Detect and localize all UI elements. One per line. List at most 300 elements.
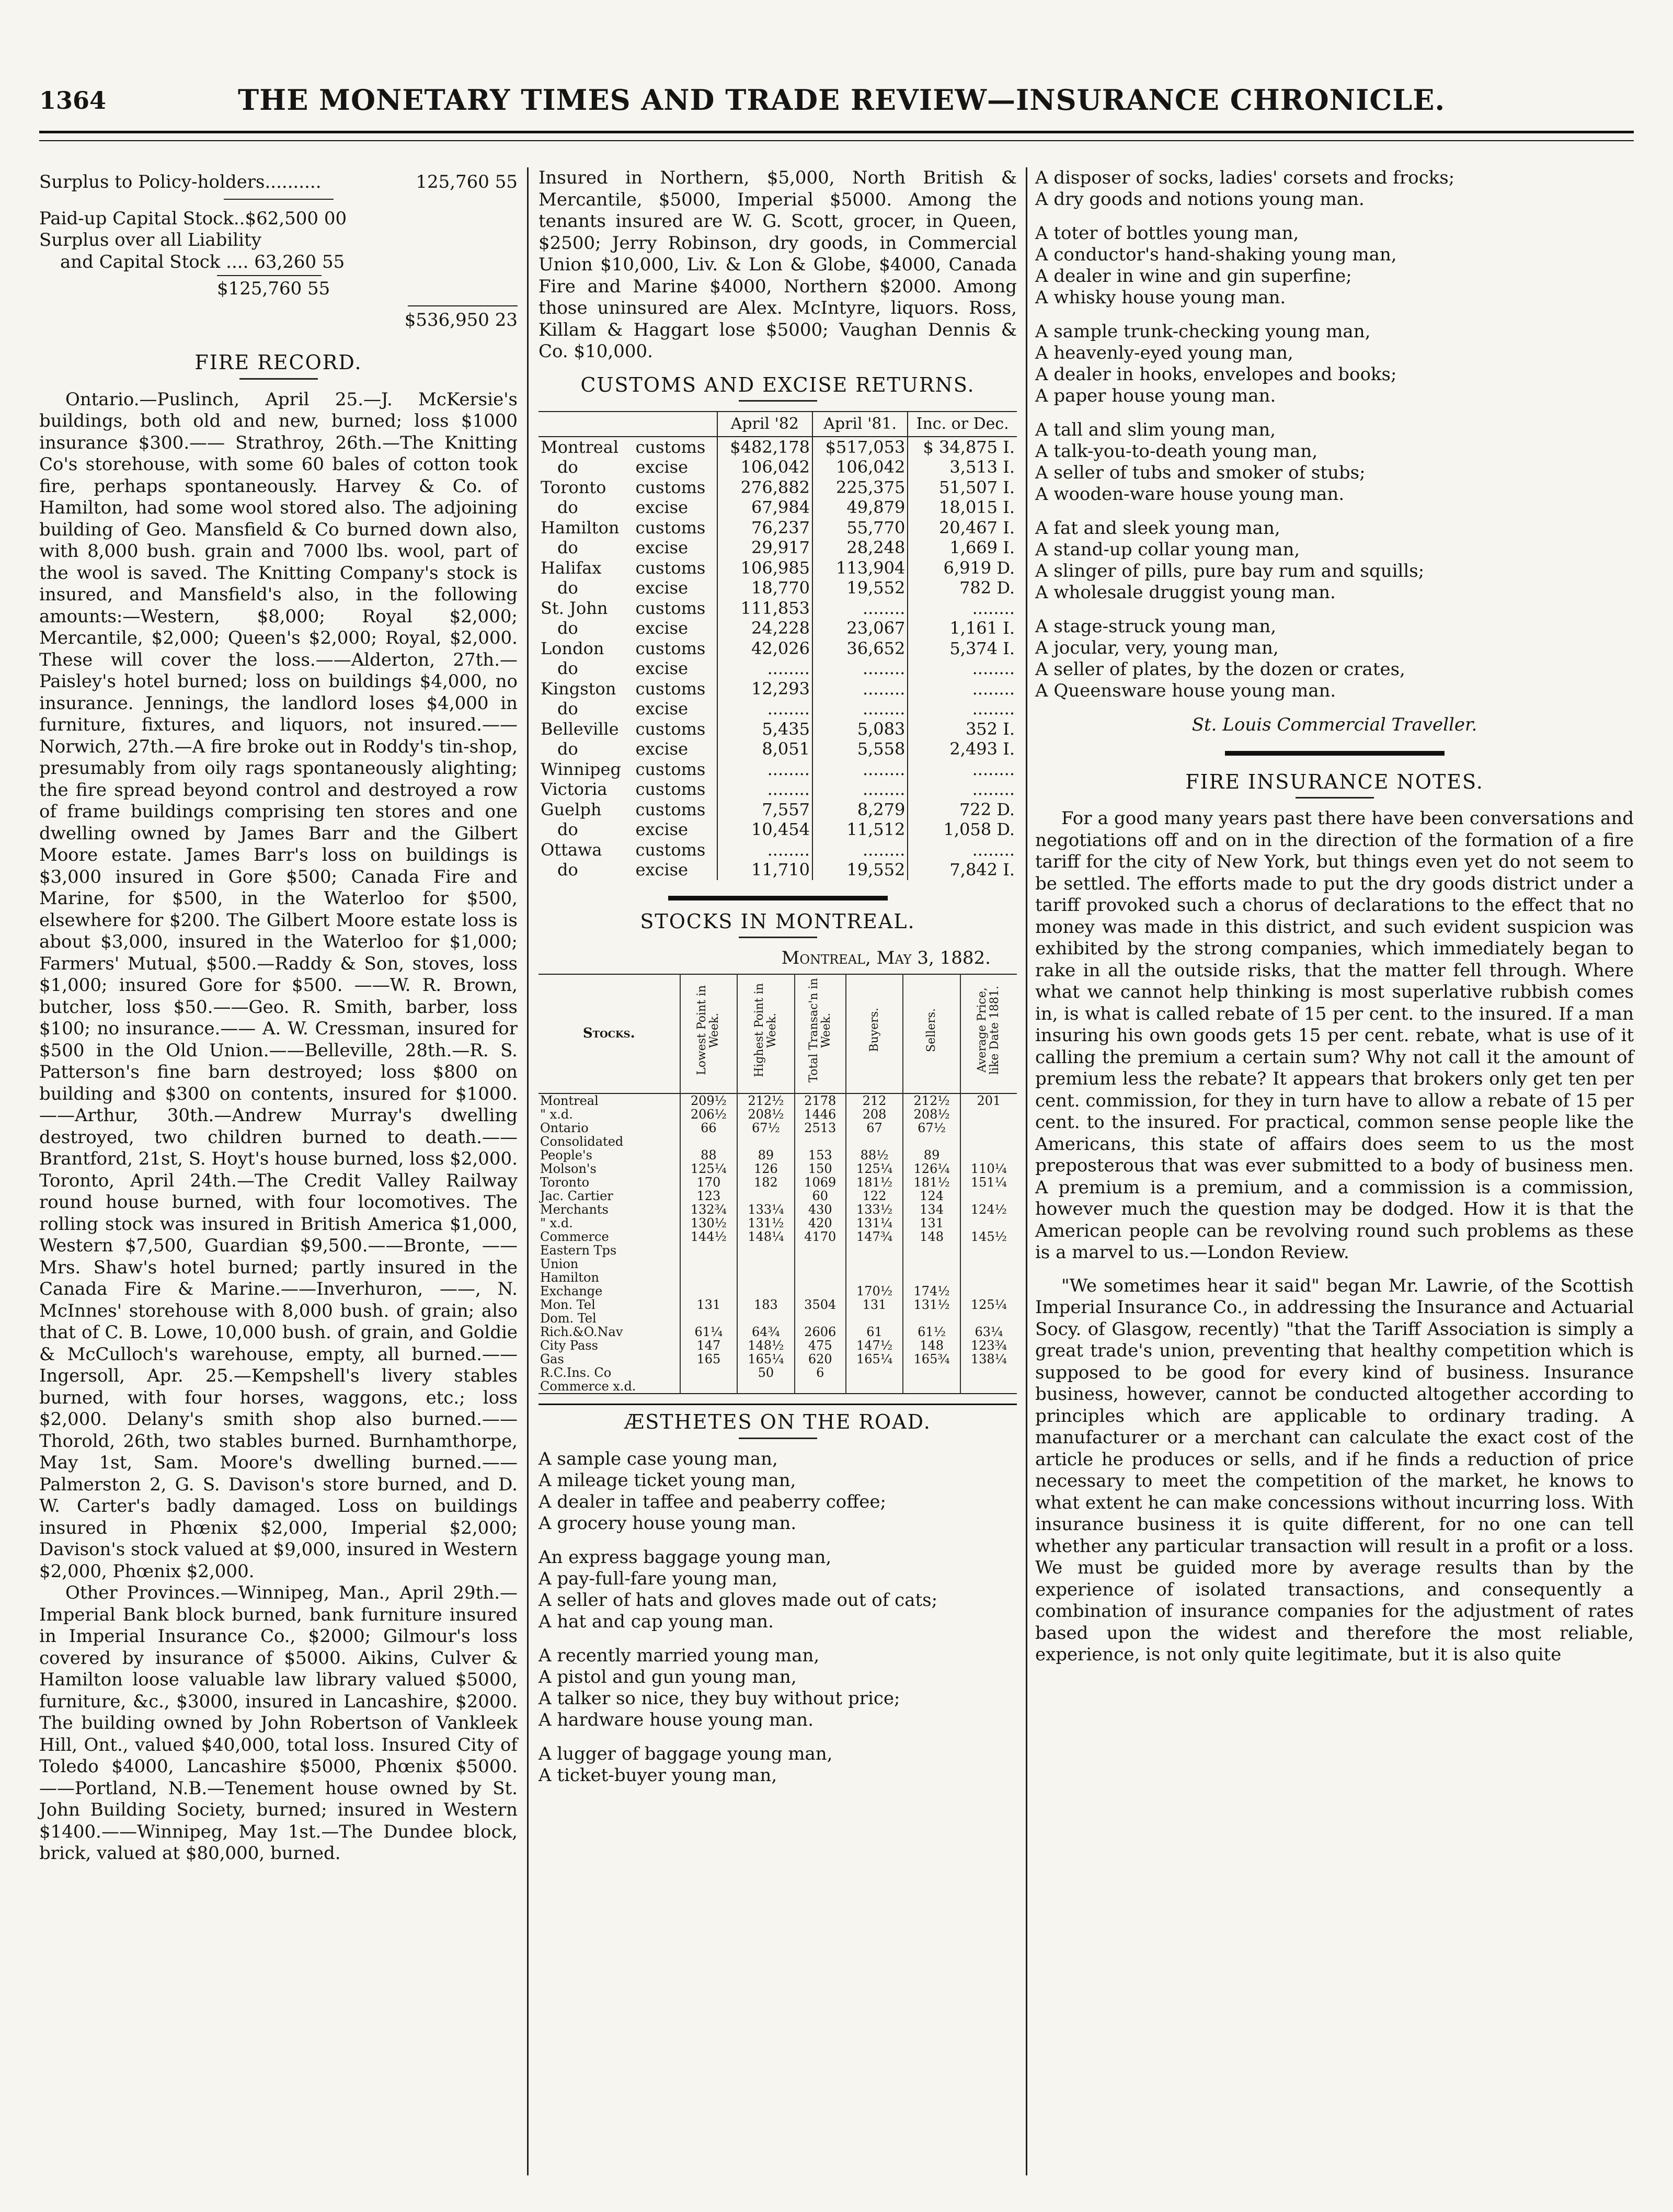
customs-cell: 111,853 bbox=[717, 598, 812, 619]
stocks-cell: 181½ bbox=[903, 1176, 960, 1189]
stocks-cell: 133¼ bbox=[737, 1203, 795, 1216]
customs-cell: customs bbox=[635, 517, 706, 538]
stocks-cell: 212 bbox=[846, 1093, 903, 1108]
stocks-cell: 206½ bbox=[680, 1108, 738, 1121]
stocks-cell: 88½ bbox=[846, 1148, 903, 1162]
poem-line: A conductor's hand-shaking young man, bbox=[1035, 244, 1397, 265]
customs-cell: 6,919 D. bbox=[908, 558, 1017, 578]
stocks-cell: Jac. Cartier bbox=[540, 1189, 613, 1203]
stocks-cell bbox=[960, 1244, 1017, 1257]
customs-cell: do bbox=[557, 860, 578, 880]
customs-cell: customs bbox=[635, 779, 706, 799]
column-3 bbox=[1035, 167, 1634, 1666]
stocks-cell bbox=[737, 1379, 795, 1394]
stocks-row bbox=[538, 1352, 1017, 1366]
customs-cell: 8,279 bbox=[812, 800, 908, 820]
customs-cell: ........ bbox=[908, 598, 1017, 619]
poem-stanza bbox=[538, 1645, 1017, 1731]
stocks-cell: 4170 bbox=[795, 1230, 846, 1244]
customs-row bbox=[538, 618, 1017, 638]
stocks-cell: 182 bbox=[737, 1176, 795, 1189]
stocks-row bbox=[538, 1257, 1017, 1271]
stocks-cell: 148 bbox=[903, 1230, 960, 1244]
customs-cell: 106,042 bbox=[812, 457, 908, 477]
stocks-row bbox=[538, 1298, 1017, 1312]
customs-cell: ........ bbox=[908, 840, 1017, 860]
stocks-cell bbox=[960, 1257, 1017, 1271]
customs-cell: excise bbox=[635, 860, 688, 880]
stocks-cell: 131 bbox=[846, 1298, 903, 1312]
poem-line: A Queensware house young man. bbox=[1035, 680, 1336, 701]
stocks-cell bbox=[680, 1135, 738, 1148]
stocks-cell bbox=[846, 1379, 903, 1394]
customs-cell: do bbox=[557, 819, 578, 839]
stocks-cell bbox=[680, 1257, 738, 1271]
stocks-cell: 88 bbox=[680, 1148, 738, 1162]
poem-line: A dry goods and notions young man. bbox=[1035, 189, 1365, 210]
poem-line: A pistol and gun young man, bbox=[538, 1666, 797, 1687]
stocks-cell: " x.d. bbox=[540, 1107, 573, 1122]
poem-line: A grocery house young man. bbox=[538, 1512, 797, 1534]
stocks-cell: Eastern Tps bbox=[540, 1243, 617, 1258]
poem-stanza bbox=[1035, 419, 1634, 505]
customs-cell: excise bbox=[635, 618, 688, 638]
stocks-cell bbox=[846, 1244, 903, 1257]
poem-line: A seller of tubs and smoker of stubs; bbox=[1035, 462, 1366, 483]
fire-record-other-provinces: Other Provinces.—Winnipeg, Man., April 29th.—Imperial Bank block burned, bank furniture insured in Imperial Insurance Co., $2000; Gilmour's loss covered by insurance of $5000. Aikins, Culver & Hamilton loose valuable law library valued $5000, furniture, &c., $3000, insured in Lancashire, $2000. The building owned by John Robertson of Vankleek Hill, Ont., valued $40,000, total loss. Insured City of Toledo $4000, Lancashire $5000, Phœnix $5000. ——Portland, N.B.—Tenement house owned by St. John Building Society, burned; insured in Western $1400.——Winnipeg, May 1st.—The Dundee block, brick, valued at $80,000, burned. bbox=[39, 1582, 518, 1864]
customs-row bbox=[538, 860, 1017, 880]
stocks-cell: Exchange bbox=[540, 1284, 603, 1298]
title-rule bbox=[739, 1438, 817, 1439]
stocks-row bbox=[538, 1366, 1017, 1379]
poem-line: A hardware house young man. bbox=[538, 1709, 814, 1730]
stocks-cell: Toronto bbox=[540, 1175, 590, 1190]
customs-cell: $482,178 bbox=[717, 437, 812, 458]
customs-cell: ........ bbox=[908, 759, 1017, 780]
customs-cell: London bbox=[541, 638, 604, 658]
column-2 bbox=[538, 167, 1017, 1799]
customs-cell: ........ bbox=[908, 679, 1017, 699]
customs-header bbox=[538, 412, 634, 437]
customs-cell: Kingston bbox=[541, 678, 616, 699]
stocks-cell bbox=[795, 1135, 846, 1148]
stocks-cell bbox=[960, 1108, 1017, 1121]
customs-cell: 1,058 D. bbox=[908, 819, 1017, 840]
title-rule bbox=[239, 378, 318, 380]
stocks-cell: 67½ bbox=[737, 1121, 795, 1135]
stocks-cell: Ontario bbox=[540, 1121, 589, 1135]
customs-cell: excise bbox=[635, 497, 688, 517]
stocks-cell: 67 bbox=[846, 1121, 903, 1135]
notes-paragraph: For a good many years past there have been conversations and negotiations off and on in the direction of the formation of a fire tariff for the city of New York, but things even yet do not seem to be settled. The efforts made to put the dry goods district under a tariff provoked such a chorus of declarations to the effect that no money was made in this district, and such evident suspicion was exhibited by the strong companies, which immediately began to rake in all the outside risks, that the matter fell through. Where what we cannot help thinking is most superlative rubbish comes in, is what is called rebate of 15 per cent. to the insured. If a man insuring his own goods gets 15 per cent. rebate, what is use of it calling the premium a certain sum? Why not call it the amount of premium less the rebate? It appears that brokers only get ten per cent. commission, for they in turn have to allow a rebate of 15 per cent. to the insured. For practical, common sense people like the Americans, this state of affairs does seem to us the most preposterous that was ever submitted to a body of business men. A premium is a premium, and a commission is a commission, however much the question may be dodged. How it is that the American people can be revolving round such problems as these is a marvel to us.—London Review. bbox=[1035, 808, 1634, 1263]
stocks-cell: 125¼ bbox=[960, 1298, 1017, 1312]
customs-row bbox=[538, 658, 1017, 679]
stocks-cell: R.C.Ins. Co bbox=[540, 1365, 612, 1380]
customs-cell: ........ bbox=[908, 699, 1017, 719]
customs-header: April '82 bbox=[717, 412, 812, 437]
stocks-cell: 212½ bbox=[737, 1093, 795, 1108]
customs-cell: 7,842 I. bbox=[908, 860, 1017, 880]
customs-row bbox=[538, 719, 1017, 739]
stocks-cell bbox=[795, 1284, 846, 1298]
stocks-header bbox=[903, 974, 960, 1094]
stocks-row bbox=[538, 1093, 1017, 1108]
stocks-cell: 64¾ bbox=[737, 1325, 795, 1339]
customs-cell: 722 D. bbox=[908, 800, 1017, 820]
stocks-cell: 66 bbox=[680, 1121, 738, 1135]
sum-rule bbox=[217, 275, 322, 276]
stocks-cell: " x.d. bbox=[540, 1216, 573, 1230]
customs-cell: customs bbox=[635, 759, 706, 779]
customs-table bbox=[538, 411, 1017, 880]
stocks-header bbox=[680, 974, 738, 1094]
stocks-cell bbox=[680, 1284, 738, 1298]
stocks-cell: 212½ bbox=[903, 1093, 960, 1108]
stocks-cell: 110¼ bbox=[960, 1162, 1017, 1176]
short-rule bbox=[224, 199, 334, 200]
stocks-cell bbox=[960, 1216, 1017, 1230]
stocks-header: Stocks. bbox=[582, 1025, 635, 1041]
stocks-cell: 63¼ bbox=[960, 1325, 1017, 1339]
stocks-cell: 131 bbox=[680, 1298, 738, 1312]
customs-cell: 113,904 bbox=[812, 558, 908, 578]
stocks-cell bbox=[960, 1271, 1017, 1284]
poem-line: An express baggage young man, bbox=[538, 1546, 832, 1568]
customs-header: April '81. bbox=[812, 412, 908, 437]
customs-cell: Montreal bbox=[541, 437, 619, 457]
stocks-cell: Commerce bbox=[540, 1229, 609, 1244]
stocks-cell: 131½ bbox=[737, 1216, 795, 1230]
customs-cell: 12,293 bbox=[717, 679, 812, 699]
poem-line: A sample trunk-checking young man, bbox=[1035, 321, 1371, 342]
customs-cell: 11,512 bbox=[812, 819, 908, 840]
stocks-row bbox=[538, 1284, 1017, 1298]
stocks-cell: 126 bbox=[737, 1162, 795, 1176]
stocks-cell bbox=[737, 1189, 795, 1203]
stocks-header-text: Sellers. bbox=[925, 1008, 938, 1052]
stocks-row bbox=[538, 1271, 1017, 1284]
stocks-cell: 144½ bbox=[680, 1230, 738, 1244]
stocks-cell: 165¼ bbox=[737, 1352, 795, 1366]
stocks-cell bbox=[680, 1244, 738, 1257]
stocks-cell bbox=[737, 1135, 795, 1148]
stocks-cell bbox=[846, 1257, 903, 1271]
stocks-cell: Montreal bbox=[540, 1093, 599, 1108]
poem-line: A disposer of socks, ladies' corsets and frocks; bbox=[1035, 167, 1455, 188]
stocks-cell: Union bbox=[540, 1257, 579, 1271]
customs-cell: 352 I. bbox=[908, 719, 1017, 739]
stocks-table bbox=[538, 974, 1017, 1395]
financial-line: Surplus over all Liability bbox=[39, 230, 261, 250]
stocks-cell: 147½ bbox=[846, 1339, 903, 1352]
customs-cell: 5,374 I. bbox=[908, 638, 1017, 659]
customs-cell: 42,026 bbox=[717, 638, 812, 659]
stocks-cell: Molson's bbox=[540, 1161, 597, 1176]
customs-cell: ........ bbox=[812, 840, 908, 860]
stocks-date: Montreal, May 3, 1882. bbox=[781, 948, 991, 968]
customs-cell: ........ bbox=[812, 759, 908, 780]
poem-stanza bbox=[538, 1743, 1017, 1786]
stocks-cell: 122 bbox=[846, 1189, 903, 1203]
stocks-cell: Dom. Tel bbox=[540, 1311, 597, 1326]
customs-cell: ........ bbox=[717, 779, 812, 800]
stocks-header-text: Total Transac'n in Week. bbox=[807, 977, 833, 1082]
stocks-cell: 1069 bbox=[795, 1176, 846, 1189]
customs-cell: 7,557 bbox=[717, 800, 812, 820]
stocks-cell: 208½ bbox=[903, 1108, 960, 1121]
stocks-header-text: Buyers. bbox=[867, 1008, 881, 1052]
stocks-cell bbox=[960, 1148, 1017, 1162]
stocks-cell: 61½ bbox=[903, 1325, 960, 1339]
poem-line: A sample case young man, bbox=[538, 1448, 778, 1469]
customs-row bbox=[538, 497, 1017, 518]
stocks-header-row bbox=[538, 974, 1017, 1094]
customs-cell: ........ bbox=[717, 658, 812, 679]
poem-stanza bbox=[1035, 616, 1634, 702]
fire-record-continued: Insured in Northern, $5,000, North British & Mercantile, $5000, Imperial $5000. Among the tenants insured are W. G. Scott, grocer, in Queen, $2500; Jerry Robinson, dry goods, in Commercial Union $10,000, Liv. & Lon & Globe, $4000, Canada Fire and Marine $4000, Northern $2000. Among those uninsured are Alex. McIntyre, liquors. Ross, Killam & Haggart lose $5000; Vaughan Dennis & Co. $10,000. bbox=[538, 167, 1017, 362]
customs-cell: Halifax bbox=[541, 557, 602, 578]
customs-cell: ........ bbox=[812, 598, 908, 619]
financial-line: Paid-up Capital Stock..$62,500 00 bbox=[39, 208, 347, 229]
customs-row bbox=[538, 578, 1017, 598]
stocks-cell: 131¼ bbox=[846, 1216, 903, 1230]
customs-cell: Guelph bbox=[541, 799, 602, 819]
sum-rule bbox=[408, 305, 518, 306]
stocks-cell bbox=[680, 1271, 738, 1284]
stocks-cell: 150 bbox=[795, 1162, 846, 1176]
section-title-stocks: STOCKS IN MONTREAL. bbox=[640, 909, 915, 933]
financial-line: and Capital Stock .... 63,260 55 bbox=[60, 251, 345, 272]
poem-line: A stand-up collar young man, bbox=[1035, 539, 1300, 560]
customs-header: Inc. or Dec. bbox=[908, 412, 1017, 437]
stocks-cell: 151¼ bbox=[960, 1176, 1017, 1189]
customs-cell: 5,083 bbox=[812, 719, 908, 739]
stocks-cell: 147 bbox=[680, 1339, 738, 1352]
customs-cell: Belleville bbox=[541, 719, 619, 739]
poem-stanza bbox=[1035, 518, 1634, 603]
stocks-cell bbox=[795, 1244, 846, 1257]
customs-cell: excise bbox=[635, 457, 688, 477]
stocks-cell: 183 bbox=[737, 1298, 795, 1312]
customs-cell: excise bbox=[635, 739, 688, 759]
stocks-header bbox=[795, 974, 846, 1094]
customs-cell: 67,984 bbox=[717, 497, 812, 518]
customs-cell: 2,493 I. bbox=[908, 739, 1017, 759]
stocks-cell: Mon. Tel bbox=[540, 1297, 595, 1312]
stocks-cell bbox=[680, 1312, 738, 1325]
customs-cell: 19,552 bbox=[812, 860, 908, 880]
customs-cell: 276,882 bbox=[717, 477, 812, 498]
stocks-row bbox=[538, 1312, 1017, 1325]
stocks-cell: 2606 bbox=[795, 1325, 846, 1339]
customs-cell: 106,042 bbox=[717, 457, 812, 477]
stocks-cell: 165¼ bbox=[846, 1352, 903, 1366]
customs-row bbox=[538, 638, 1017, 659]
customs-cell: ........ bbox=[812, 699, 908, 719]
stocks-cell: 1446 bbox=[795, 1108, 846, 1121]
stocks-cell: Hamilton bbox=[540, 1270, 599, 1285]
stocks-row bbox=[538, 1203, 1017, 1216]
poem-line: A ticket-buyer young man, bbox=[538, 1764, 777, 1786]
stocks-cell: 148½ bbox=[737, 1339, 795, 1352]
customs-cell: do bbox=[557, 699, 578, 719]
stocks-cell: 131 bbox=[903, 1216, 960, 1230]
stocks-cell bbox=[846, 1366, 903, 1379]
customs-cell: do bbox=[557, 538, 578, 557]
stocks-cell bbox=[903, 1135, 960, 1148]
stocks-cell: 134 bbox=[903, 1203, 960, 1216]
stocks-row bbox=[538, 1176, 1017, 1189]
customs-cell: 782 D. bbox=[908, 578, 1017, 598]
customs-cell: do bbox=[557, 497, 578, 517]
poem-line: A seller of plates, by the dozen or crates, bbox=[1035, 659, 1405, 680]
stocks-cell: 123 bbox=[680, 1189, 738, 1203]
customs-row bbox=[538, 759, 1017, 780]
stocks-cell: 50 bbox=[737, 1366, 795, 1379]
column-divider-1 bbox=[527, 167, 529, 2175]
poem-line: A mileage ticket young man, bbox=[538, 1469, 796, 1491]
customs-cell: 18,015 I. bbox=[908, 497, 1017, 518]
stocks-cell bbox=[903, 1312, 960, 1325]
stocks-cell: 148 bbox=[903, 1339, 960, 1352]
page-number: 1364 bbox=[39, 86, 107, 115]
customs-cell: excise bbox=[635, 819, 688, 839]
stocks-cell: 138¼ bbox=[960, 1352, 1017, 1366]
stocks-cell: 3504 bbox=[795, 1298, 846, 1312]
stocks-header-text: Highest Point in Week. bbox=[752, 983, 778, 1077]
stocks-row bbox=[538, 1244, 1017, 1257]
customs-cell: customs bbox=[635, 799, 706, 819]
financial-line: Surplus to Policy-holders.......... 125,760 55 bbox=[39, 172, 518, 192]
stocks-cell bbox=[737, 1244, 795, 1257]
stocks-cell bbox=[960, 1135, 1017, 1148]
stocks-cell: 125¼ bbox=[680, 1162, 738, 1176]
financial-summary bbox=[39, 172, 518, 331]
poem-line: A dealer in wine and gin superfine; bbox=[1035, 266, 1352, 287]
stocks-cell: 148¼ bbox=[737, 1230, 795, 1244]
customs-cell: 20,467 I. bbox=[908, 518, 1017, 538]
stocks-header bbox=[737, 974, 795, 1094]
stocks-cell bbox=[795, 1257, 846, 1271]
customs-cell: 106,985 bbox=[717, 558, 812, 578]
customs-row bbox=[538, 699, 1017, 719]
customs-cell: customs bbox=[635, 678, 706, 699]
stocks-cell bbox=[737, 1312, 795, 1325]
customs-cell: customs bbox=[635, 598, 706, 618]
poem-line: A tall and slim young man, bbox=[1035, 419, 1276, 440]
customs-cell: excise bbox=[635, 578, 688, 598]
stocks-header bbox=[846, 974, 903, 1094]
notes-paragraph: "We sometimes hear it said" began Mr. Lawrie, of the Scottish Imperial Insurance Co., in addressing the Insurance and Actuarial Socy. of Glasgow, recently) "that the Tariff Association is simply a great trade's union, preventing that healthy competition which is supposed to be good for every kind of business. Insurance business, however, cannot be conducted altogether according to principles which are applicable to ordinary trading. A manufacturer or a merchant can calculate the exact cost of the article he produces or sells, and if he finds a reduction of price necessary to meet the competition of the market, he knows to what extent he can make concessions without incurring loss. With insurance business it is quite different, for no one can tell whether any particular transaction will result in a profit or a loss. We must be guided more by average results than by the experience of isolated transactions, and consequently a combination of insurance companies for the adjustment of rates based upon the widest and therefore the most reliable, experience, is not only quite legitimate, but it is also quite bbox=[1035, 1275, 1634, 1665]
stocks-cell: Consolidated bbox=[540, 1134, 624, 1149]
stocks-cell bbox=[903, 1257, 960, 1271]
poem-line: A recently married young man, bbox=[538, 1645, 820, 1666]
poem-line: A dealer in hooks, envelopes and books; bbox=[1035, 364, 1397, 385]
stocks-cell: 430 bbox=[795, 1203, 846, 1216]
customs-row bbox=[538, 679, 1017, 699]
poem-line: A talk-you-to-death young man, bbox=[1035, 441, 1318, 462]
stocks-cell bbox=[960, 1121, 1017, 1135]
stocks-cell bbox=[960, 1379, 1017, 1394]
poem-aesthetes-part-2 bbox=[1035, 167, 1634, 702]
stocks-cell: 60 bbox=[795, 1189, 846, 1203]
stocks-row bbox=[538, 1230, 1017, 1244]
customs-cell: excise bbox=[635, 699, 688, 719]
stocks-cell: 165 bbox=[680, 1352, 738, 1366]
customs-row bbox=[538, 598, 1017, 619]
customs-cell: 1,669 I. bbox=[908, 538, 1017, 558]
customs-cell: 76,237 bbox=[717, 518, 812, 538]
stocks-cell: 61 bbox=[846, 1325, 903, 1339]
stocks-cell bbox=[737, 1284, 795, 1298]
poem-line: A heavenly-eyed young man, bbox=[1035, 343, 1293, 363]
customs-cell: ........ bbox=[812, 658, 908, 679]
poem-line: A lugger of baggage young man, bbox=[538, 1743, 833, 1764]
customs-row bbox=[538, 800, 1017, 820]
customs-cell: customs bbox=[635, 477, 706, 497]
stocks-row bbox=[538, 1135, 1017, 1148]
customs-cell: 24,228 bbox=[717, 618, 812, 638]
stocks-row bbox=[538, 1379, 1017, 1394]
poem-aesthetes-part-1 bbox=[538, 1449, 1017, 1786]
poem-line: A seller of hats and gloves made out of cats; bbox=[538, 1589, 938, 1611]
stocks-cell: Merchants bbox=[540, 1202, 609, 1217]
stocks-cell bbox=[846, 1271, 903, 1284]
customs-cell: ........ bbox=[908, 779, 1017, 800]
stocks-cell: 170 bbox=[680, 1176, 738, 1189]
stocks-header bbox=[960, 974, 1017, 1094]
stocks-cell bbox=[903, 1244, 960, 1257]
customs-row bbox=[538, 518, 1017, 538]
poem-stanza bbox=[1035, 223, 1634, 309]
customs-cell: 55,770 bbox=[812, 518, 908, 538]
stocks-cell bbox=[903, 1366, 960, 1379]
stocks-cell: 124½ bbox=[960, 1203, 1017, 1216]
stocks-cell: 130½ bbox=[680, 1216, 738, 1230]
header-rule-top bbox=[39, 131, 1634, 133]
customs-cell: do bbox=[557, 457, 578, 477]
stocks-cell bbox=[960, 1189, 1017, 1203]
customs-cell: ........ bbox=[717, 759, 812, 780]
customs-cell: ........ bbox=[717, 699, 812, 719]
section-title-fire-record: FIRE RECORD. bbox=[194, 351, 362, 374]
customs-row bbox=[538, 538, 1017, 558]
poem-line: A talker so nice, they buy without price; bbox=[538, 1687, 900, 1709]
customs-cell: 23,067 bbox=[812, 618, 908, 638]
stocks-cell: 181½ bbox=[846, 1176, 903, 1189]
customs-cell: Winnipeg bbox=[541, 759, 621, 779]
section-title-fire-insurance-notes: FIRE INSURANCE NOTES. bbox=[1185, 770, 1484, 793]
poem-line: A hat and cap young man. bbox=[538, 1611, 774, 1632]
header-rule-bottom bbox=[39, 140, 1634, 141]
stocks-cell: 125¼ bbox=[846, 1162, 903, 1176]
section-rule bbox=[1225, 751, 1445, 756]
customs-cell: ........ bbox=[717, 840, 812, 860]
stocks-cell: 165¾ bbox=[903, 1352, 960, 1366]
stocks-cell bbox=[846, 1135, 903, 1148]
customs-cell: 19,552 bbox=[812, 578, 908, 598]
financial-total: $536,950 23 bbox=[404, 309, 518, 330]
stocks-cell: 208½ bbox=[737, 1108, 795, 1121]
poem-line: A fat and sleek young man, bbox=[1035, 518, 1280, 539]
customs-row bbox=[538, 477, 1017, 498]
stocks-cell: 170½ bbox=[846, 1284, 903, 1298]
stocks-cell bbox=[737, 1257, 795, 1271]
title-rule bbox=[739, 400, 817, 402]
financial-line: $125,760 55 bbox=[217, 278, 330, 299]
customs-cell: customs bbox=[635, 719, 706, 739]
section-rule bbox=[538, 1404, 1017, 1405]
